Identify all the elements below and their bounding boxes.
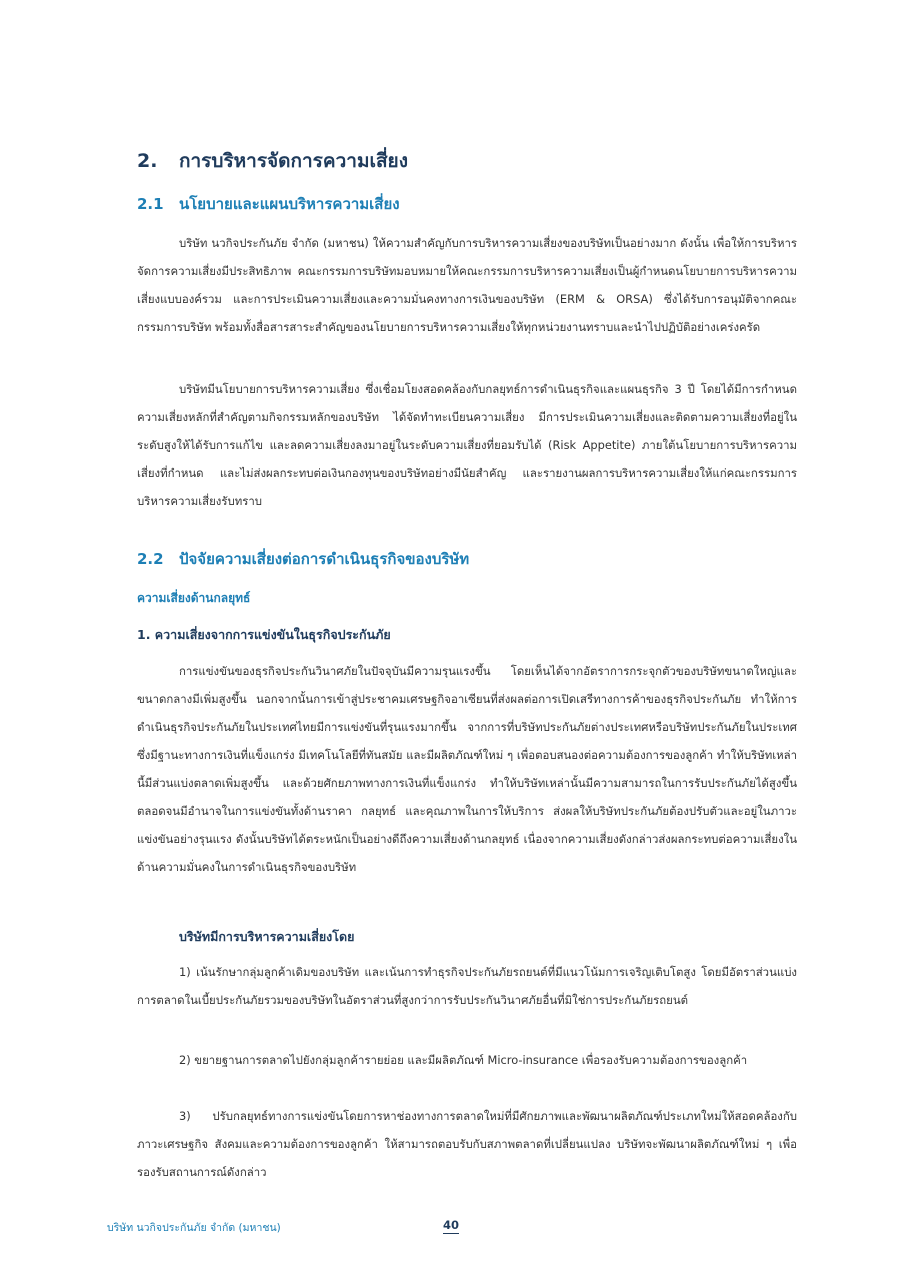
policy-paragraph-2: บริษัทมีนโยบายการบริหารความเสี่ยง ซึ่งเชื่อมโยงสอดคล้องกับกลยุทธ์การดำเนินธุรกิจและแผนธุรกิจ 3 ปี โดยได้มีการกำหนดความเสี่ยงหลักที่สำคัญตามกิจกรรมหลักของบริษัท ได้จัดทำทะเบียนความเสี่ยง มีการประเมินความเสี่ยงและติดตามความเสี่ยงที่อยู่ในระดับสูงให้ได้รับการแก้ไข และลดความเสี่ยงลงมาอยู่ในระดับความเสี่ยงที่ยอมรับได้ (Risk Appetite) ภายใต้นโยบายการบริหารความเสี่ยงที่กำหนด และไม่ส่งผลกระทบต่อเงินกองทุนของบริษัทอย่างมีนัยสำคัญ และรายงานผลการบริหารความเสี่ยงให้แก่คณะกรรมการบริหารความเสี่ยงรับทราบ: [137, 382, 797, 508]
footer-company-name: บริษัท นวกิจประกันภัย จำกัด (มหาชน): [107, 1222, 281, 1234]
subsection-heading-2-1: [137, 192, 400, 216]
management-item-3: 3) ปรับกลยุทธ์ทางการแข่งขันโดยการหาช่องทางการตลาดใหม่ที่มีศักยภาพและพัฒนาผลิตภัณฑ์ประเภทใหม่ให้สอดคล้องกับภาวะเศรษฐกิจ สังคมและความต้องการของลูกค้า ให้สามารถตอบรับกับสภาพตลาดที่เปลี่ยนแปลง บริษัทจะพัฒนาผลิตภัณฑ์ใหม่ ๆ เพื่อรองรับสถานการณ์ดังกล่าว: [137, 1109, 797, 1179]
subsection-number: 2.1: [137, 195, 164, 213]
risk-management-heading: บริษัทมีการบริหารความเสี่ยงโดย: [179, 929, 355, 944]
subsection-title: ปัจจัยความเสี่ยงต่อการดำเนินธุรกิจของบริษัท: [179, 550, 470, 568]
risk-item-heading: 1. ความเสี่ยงจากการแข่งขันในธุรกิจประกันภัย: [137, 627, 391, 642]
policy-paragraph-1: บริษัท นวกิจประกันภัย จำกัด (มหาชน) ให้ความสำคัญกับการบริหารความเสี่ยงของบริษัทเป็นอย่างมาก ดังนั้น เพื่อให้การบริหารจัดการความเสี่ยงมีประสิทธิภาพ คณะกรรมการบริษัทมอบหมายให้คณะกรรมการบริหารความเสี่ยงเป็นผู้กำหนดนโยบายการบริหารความเสี่ยงแบบองค์รวม และการประเมินความเสี่ยงและความมั่นคงทางการเงินของบริษัท (ERM & ORSA) ซึ่งได้รับการอนุมัติจากคณะกรรมการบริษัท พร้อมทั้งสื่อสารสาระสำคัญของนโยบายการบริหารความเสี่ยงให้ทุกหน่วยงานทราบและนำไปปฏิบัติอย่างเคร่งครัด: [137, 236, 797, 334]
management-item-2: 2) ขยายฐานการตลาดไปยังกลุ่มลูกค้ารายย่อย และมีผลิตภัณฑ์ Micro-insurance เพื่อรองรับความต้องการของลูกค้า: [179, 1053, 748, 1067]
management-item-1: 1) เน้นรักษากลุ่มลูกค้าเดิมของบริษัท และเน้นการทำธุรกิจประกันภัยรถยนต์ที่มีแนวโน้มการเจริญเติบโตสูง โดยมีอัตราส่วนแบ่งการตลาดในเบี้ยประกันภัยรวมของบริษัทในอัตราส่วนที่สูงกว่าการรับประกันวินาศภัยอื่นที่มิใช่การประกันภัยรถยนต์: [137, 965, 797, 1007]
subsection-heading-2-2: [137, 547, 469, 571]
subsection-title: นโยบายและแผนบริหารความเสี่ยง: [179, 195, 400, 213]
competition-risk-paragraph: การแข่งขันของธุรกิจประกันวินาศภัยในปัจจุบันมีความรุนแรงขึ้น โดยเห็นได้จากอัตราการกระจุกตัวของบริษัทขนาดใหญ่และขนาดกลางมีเพิ่มสูงขึ้น นอกจากนั้นการเข้าสู่ประชาคมเศรษฐกิจอาเซียนที่ส่งผลต่อการเปิดเสรีทางการค้าของธุรกิจประกันภัย ทำให้การดำเนินธุรกิจประกันภัยในประเทศไทยมีการแข่งขันที่รุนแรงมากขึ้น จากการที่บริษัทประกันภัยต่างประเทศหรือบริษัทประกันภัยในประเทศซึ่งมีฐานะทางการเงินที่แข็งแกร่ง มีเทคโนโลยีที่ทันสมัย และมีผลิตภัณฑ์ใหม่ ๆ เพื่อตอบสนองต่อความต้องการของลูกค้า ทำให้บริษัทเหล่านี้มีส่วนแบ่งตลาดเพิ่มสูงขึ้น และด้วยศักยภาพทางการเงินที่แข็งแกร่ง ทำให้บริษัทเหล่านั้นมีความสามารถในการรับประกันภัยได้สูงขึ้น ตลอดจนมีอำนาจในการแข่งขันทั้งด้านราคา กลยุทธ์ และคุณภาพในการให้บริการ ส่งผลให้บริษัทประกันภัยต้องปรับตัวและอยู่ในภาวะแข่งขันอย่างรุนแรง ดังนั้นบริษัทได้ตระหนักเป็นอย่างดีถึงความเสี่ยงด้านกลยุทธ์ เนื่องจากความเสี่ยงดังกล่าวส่งผลกระทบต่อความเสี่ยงในด้านความมั่นคงในการดำเนินธุรกิจของบริษัท: [137, 664, 797, 874]
risk-category-heading: ความเสี่ยงด้านกลยุทธ์: [137, 591, 251, 605]
section-number: 2.: [137, 150, 158, 172]
section-heading: [137, 146, 408, 176]
subsection-number: 2.2: [137, 550, 164, 568]
page-number: 40: [443, 1218, 460, 1232]
section-title: การบริหารจัดการความเสี่ยง: [179, 150, 408, 172]
